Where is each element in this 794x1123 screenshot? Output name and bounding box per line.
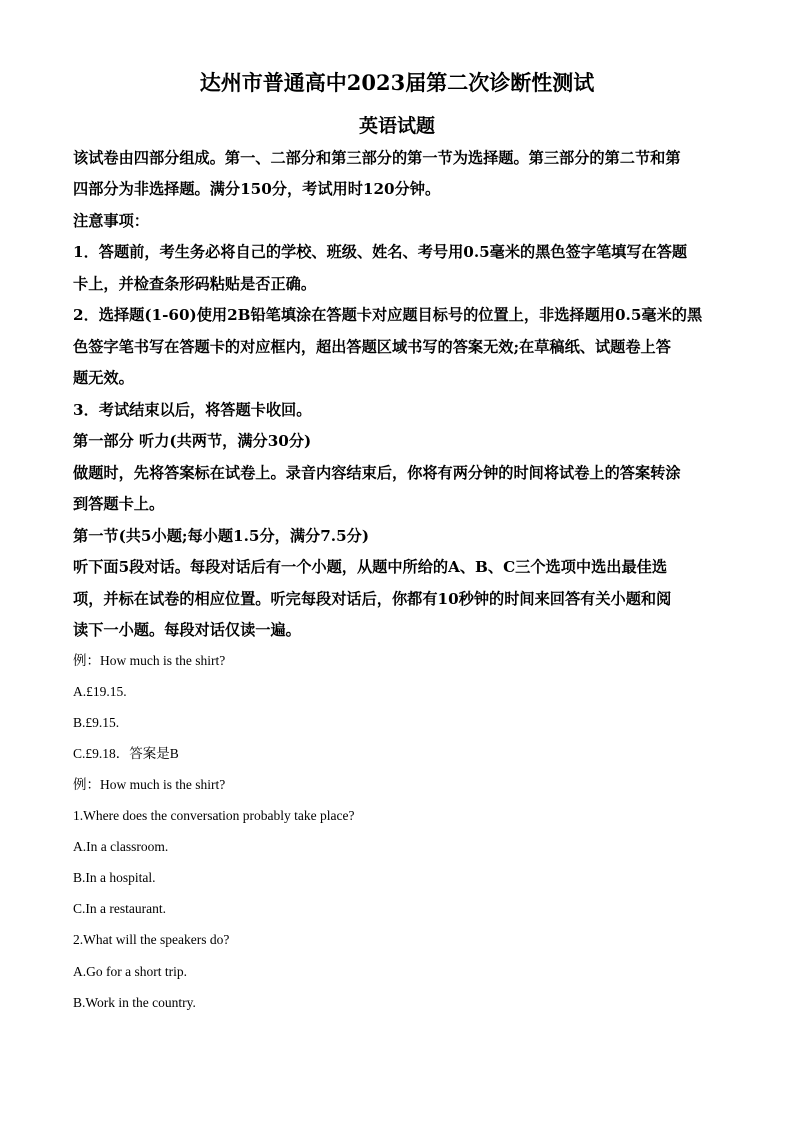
exam-title: 达州市普通高中2023届第二次诊断性测试 [199,70,595,95]
section1-line-3: 读下一小题。每段对话仅读一遍。 [73,621,301,639]
question-2: 2.What will the speakers do? [73,932,230,947]
example-option-b: B.£9.15. [73,715,120,730]
intro-line-1: 该试卷由四部分组成。第一、二部分和第三部分的第一节为选择题。第三部分的第二节和第 [73,149,681,167]
question-2-option-b: B.Work in the country. [73,995,196,1010]
question-1-option-c: C.In a restaurant. [73,901,166,916]
example-option-a: A.£19.15. [73,684,127,699]
part1-heading: 第一部分 听力(共两节，满分30分) [73,432,312,450]
example-question-repeat: 例：How much is the shirt? [73,777,226,792]
question-2-option-a: A.Go for a short trip. [73,964,187,979]
notes-heading: 注意事项： [73,212,149,230]
section1-line-2: 项，并标在试卷的相应位置。听完每段对话后，你都有10秒钟的时间来回答有关小题和阅 [73,590,672,608]
question-1: 1.Where does the conversation probably take place? [73,808,355,823]
part1-instr-line-2: 到答题卡上。 [73,495,165,513]
example-option-c: C.£9.18．答案是B [73,746,179,761]
notes-item-1-line-1: 1．答题前，考生务必将自己的学校、班级、姓名、考号用0.5毫米的黑色签字笔填写在答题 [73,243,688,261]
question-1-option-b: B.In a hospital. [73,870,156,885]
notes-item-3: 3．考试结束以后，将答题卡收回。 [73,401,312,419]
notes-item-2-line-3: 题无效。 [73,369,134,387]
notes-item-2-line-1: 2．选择题(1-60)使用2B铅笔填涂在答题卡对应题目标号的位置上，非选择题用0.5毫米的黑 [73,306,703,324]
exam-subtitle: 英语试题 [358,115,435,137]
section1-heading: 第一节(共5小题;每小题1.5分，满分7.5分) [73,527,370,545]
example-question: 例：How much is the shirt? [73,653,226,668]
section1-line-1: 听下面5段对话。每段对话后有一个小题，从题中所给的A、B、C三个选项中选出最佳选 [73,558,668,576]
intro-line-2: 四部分为非选择题。满分150分，考试用时120分钟。 [73,180,441,198]
notes-item-2-line-2: 色签字笔书写在答题卡的对应框内，超出答题区域书写的答案无效;在草稿纸、试题卷上答 [73,338,671,356]
notes-item-1-line-2: 卡上，并检查条形码粘贴是否正确。 [73,275,316,293]
question-1-option-a: A.In a classroom. [73,839,169,854]
part1-instr-line-1: 做题时，先将答案标在试卷上。录音内容结束后，你将有两分钟的时间将试卷上的答案转涂 [73,464,681,482]
